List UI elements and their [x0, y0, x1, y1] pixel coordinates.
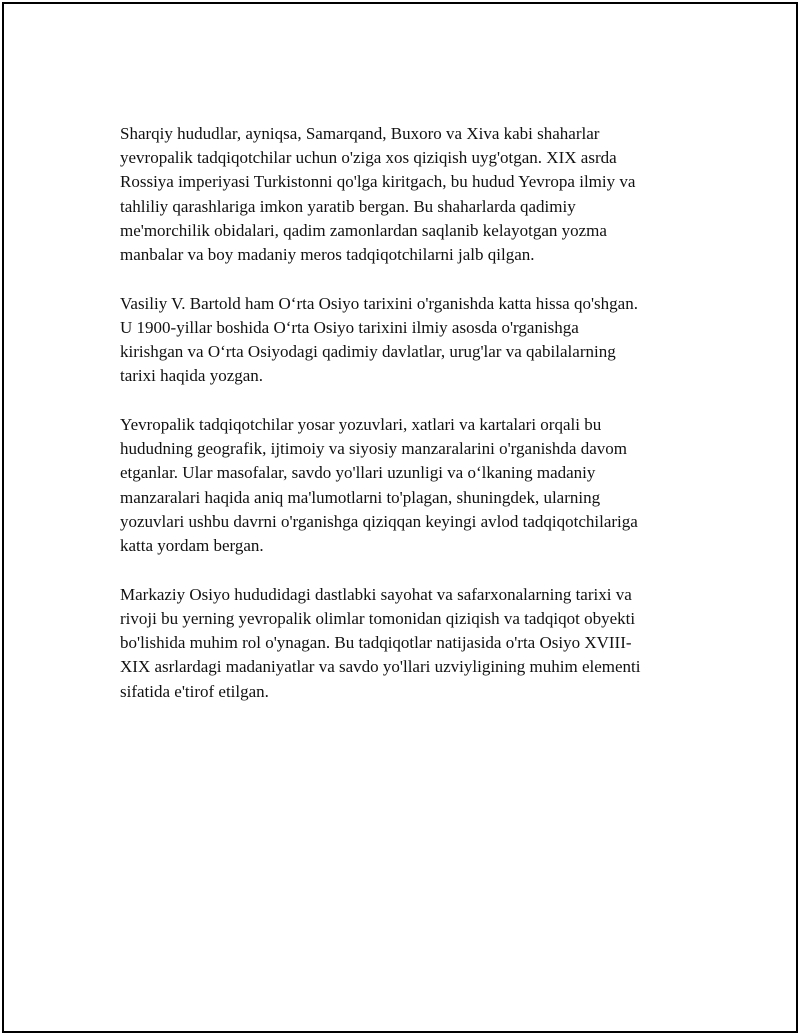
text-line: Vasiliy V. Bartold ham Oʻrta Osiyo tarixini o'rganishda katta hissa qo'shgan.: [120, 293, 638, 313]
text-line: etganlar. Ular masofalar, savdo yo'llari uzunligi va oʻlkaning madaniy: [120, 463, 596, 483]
text-line: manbalar va boy madaniy meros tadqiqotchilarni jalb qilgan.: [120, 245, 535, 265]
document-body: [120, 122, 710, 728]
text-line: tarixi haqida yozgan.: [120, 366, 264, 386]
paragraph-4: [120, 583, 710, 704]
text-line: yevropalik tadqiqotchilar uchun o'ziga xos qiziqish uyg'otgan. XIX asrda: [120, 148, 617, 168]
text-line: Yevropalik tadqiqotchilar yosar yozuvlari, xatlari va kartalari orqali bu: [120, 415, 602, 435]
text-line: Markaziy Osiyo hududidagi dastlabki sayohat va safarxonalarning tarixi va: [120, 584, 632, 604]
text-line: U 1900-yillar boshida Oʻrta Osiyo tarixini ilmiy asosda o'rganishga: [120, 317, 579, 337]
text-line: manzaralari haqida aniq ma'lumotlarni to'plagan, shuningdek, ularning: [120, 487, 601, 507]
text-line: yozuvlari ushbu davrni o'rganishga qiziqqan keyingi avlod tadqiqotchilariga: [120, 511, 638, 531]
text-line: hududning geografik, ijtimoiy va siyosiy manzaralarini o'rganishda davom: [120, 439, 627, 459]
text-line: bo'lishida muhim rol o'ynagan. Bu tadqiqotlar natijasida o'rta Osiyo XVIII-: [120, 633, 632, 653]
text-line: sifatida e'tirof etilgan.: [120, 681, 269, 701]
paragraph-3: [120, 413, 710, 558]
page-frame: [2, 2, 798, 1033]
text-line: tahliliy qarashlariga imkon yaratib bergan. Bu shaharlarda qadimiy: [120, 196, 576, 216]
text-line: rivoji bu yerning yevropalik olimlar tomonidan qiziqish va tadqiqot obyekti: [120, 608, 636, 628]
text-line: me'morchilik obidalari, qadim zamonlardan saqlanib kelayotgan yozma: [120, 220, 607, 240]
paragraph-2: [120, 292, 710, 389]
text-line: XIX asrlardagi madaniyatlar va savdo yo'llari uzviyligining muhim elementi: [120, 657, 641, 677]
paragraph-1: [120, 122, 710, 267]
text-line: Rossiya imperiyasi Turkistonni qo'lga kiritgach, bu hudud Yevropa ilmiy va: [120, 172, 636, 192]
text-line: katta yordam bergan.: [120, 536, 264, 556]
text-line: Sharqiy hududlar, ayniqsa, Samarqand, Buxoro va Xiva kabi shaharlar: [120, 124, 600, 143]
text-line: kirishgan va Oʻrta Osiyodagi qadimiy davlatlar, urug'lar va qabilalarning: [120, 342, 616, 362]
